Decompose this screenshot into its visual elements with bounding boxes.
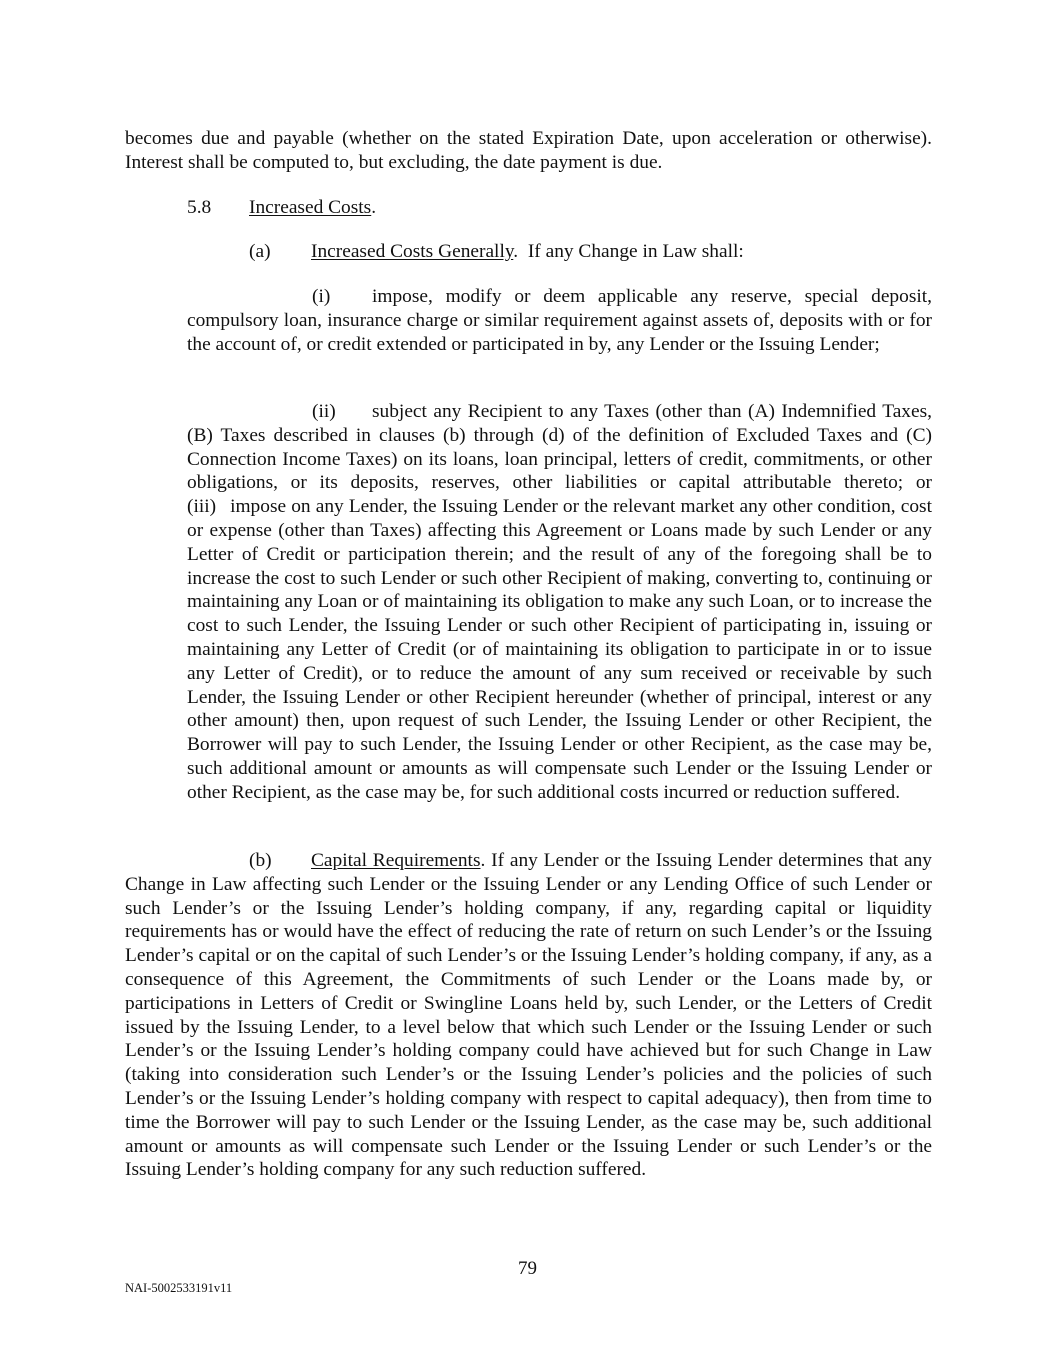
clause-i-label: (i)	[312, 286, 331, 307]
clause-iii-label: (iii)	[187, 496, 217, 518]
document-id: NAI-5002533191v11	[125, 1281, 233, 1295]
clause-a-paragraph	[249, 240, 744, 264]
continuation-text: becomes due and payable (whether on the stated Expiration Date, upon acceleration or otherwise). Interest shall be computed to, but excluding, the date payment is due.	[125, 128, 932, 173]
section-title: Increased Costs	[249, 197, 372, 218]
clause-ii-label: (ii)	[312, 401, 336, 422]
clause-ii-text: subject any Recipient to any Taxes (other than (A) Indemnified Taxes, (B) Taxes described in clauses (b) through (d) of the definition of Excluded Taxes and (C) Connection Income Taxes) on its loans, loan principal, letters of credit, commitments, or other obligations, or its deposits, reserves, other liabilities or capital attributable thereto; or	[187, 401, 932, 494]
clause-a-text: . If any Change in Law shall:	[513, 241, 744, 262]
clause-b-label: (b)	[249, 850, 272, 871]
clause-i-paragraph	[187, 285, 932, 356]
clause-b-paragraph	[125, 849, 932, 1182]
clause-ii-paragraph	[187, 400, 932, 805]
clause-a-label: (a)	[249, 241, 271, 262]
clause-i-text: impose, modify or deem applicable any reserve, special deposit, compulsory loan, insurance charge or similar requirement against assets of, deposits with or for the account of, or credit extended or participated in by, any Lender or the Issuing Lender;	[187, 286, 932, 355]
section-number: 5.8	[187, 197, 212, 218]
section-title-suffix: .	[371, 197, 377, 218]
page-number: 79	[518, 1258, 537, 1279]
clause-b-text: . If any Lender or the Issuing Lender determines that any Change in Law affecting such Lender or the Issuing Lender or any Lending Office of such Lender or such Lender’s or the Issuing Lender’s holding company, if any, regarding capital or liquidity requirements has or would have the effect of reducing the rate of return on such Lender’s or the Issuing Lender’s capital or on the capital of such Lender’s or the Issuing Lender’s holding company, if any, as a consequence of this Agreement, the Commitments of such Lender or the Loans made by, or participations in Letters of Credit or Swingline Loans held by, such Lender, or the Letters of Credit issued by the Issuing Lender, to a level below that which such Lender or the Issuing Lender or such Lender’s or the Issuing Lender’s holding company could have achieved but for such Change in Law (taking into consideration such Lender’s or the Issuing Lender’s policies and the policies of such Lender’s or the Issuing Lender’s holding company with respect to capital adequacy), then from time to time the Borrower will pay to such Lender or the Issuing Lender, as the case may be, such additional amount or amounts as will compensate such Lender or the Issuing Lender or such Lender’s or the Issuing Lender’s holding company for any such reduction suffered.	[125, 850, 932, 1181]
clause-a-title: Increased Costs Generally	[311, 241, 514, 262]
clause-iii-text: impose on any Lender, the Issuing Lender or the relevant market any other condition, cost or expense (other than Taxes) affecting this Agreement or Loans made by such Lender or any Letter of Credit or participation therein; and the result of any of the foregoing shall be to increase the cost to such Lender or such other Recipient of making, converting to, continuing or maintaining any Loan or of maintaining its obligation to make any such Loan, or to increase the cost to such Lender, the Issuing Lender or such other Recipient of participating in, issuing or maintaining any Letter of Credit (or of maintaining its obligation to participate in or to issue any Letter of Credit), or to reduce the amount of any sum received or receivable by such Lender, the Issuing Lender or other Recipient hereunder (whether of principal, interest or any other amount) then, upon request of such Lender, the Issuing Lender or other Recipient, the Borrower will pay to such Lender, the Issuing Lender or other Recipient, as the case may be, such additional amount or amounts as will compensate such Lender or the Issuing Lender or other Recipient, as the case may be, for such additional costs incurred or reduction suffered.	[187, 496, 932, 803]
continuation-paragraph	[125, 127, 932, 175]
section-5-8-heading	[187, 196, 376, 220]
clause-b-title: Capital Requirements	[311, 850, 481, 871]
